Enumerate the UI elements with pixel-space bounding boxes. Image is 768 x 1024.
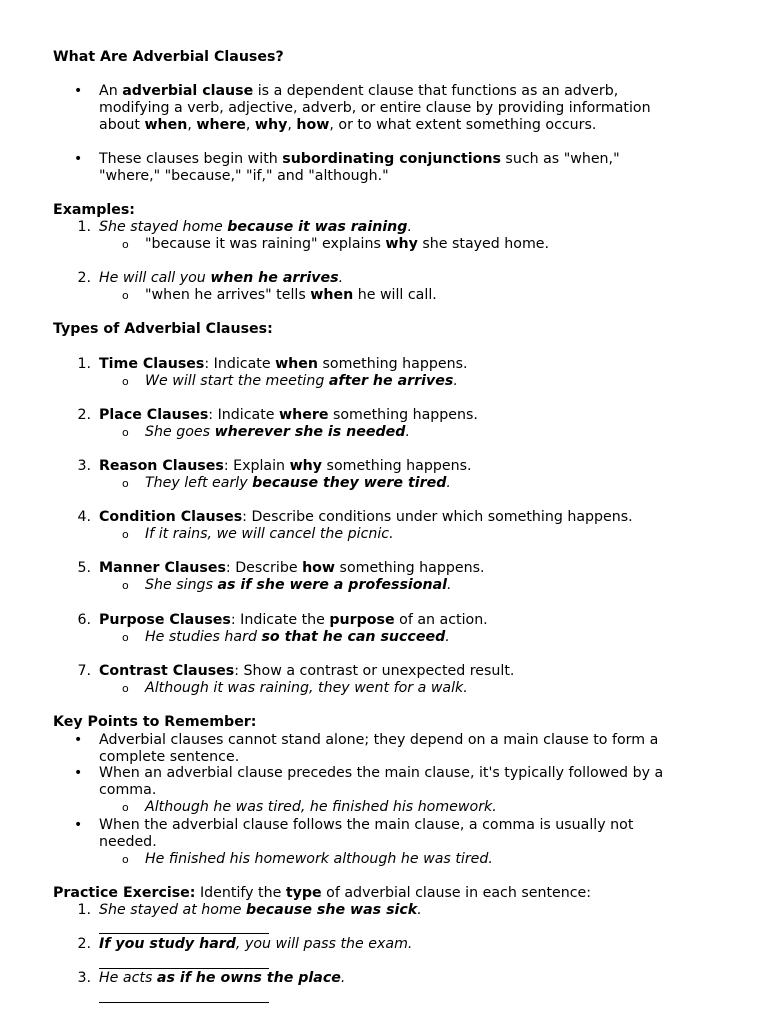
practice-item-2: If you study hard, you will pass the exam. xyxy=(99,936,413,952)
type-purpose: Purpose Clauses: Indicate the purpose of an action. xyxy=(99,612,488,628)
list-number: 2. xyxy=(77,407,91,423)
practice-instructions: Identify the type of adverbial clause in each sentence: xyxy=(195,885,592,901)
type-contrast: Contrast Clauses: Show a contrast or unexpected result. xyxy=(99,663,515,679)
example-2: He will call you when he arrives. xyxy=(99,270,344,286)
sub-bullet-icon: o xyxy=(122,801,129,814)
list-number: 3. xyxy=(77,458,91,474)
type-reason-example: They left early because they were tired. xyxy=(145,475,451,491)
type-contrast-example: Although it was raining, they went for a walk. xyxy=(145,680,468,696)
intro-2-line-1: These clauses begin with subordinating conjunctions such as "when," xyxy=(99,151,620,167)
type-purpose-example: He studies hard so that he can succeed. xyxy=(145,629,450,645)
type-manner: Manner Clauses: Describe how something happens. xyxy=(99,560,485,576)
list-number: 3. xyxy=(77,970,91,986)
list-number: 1. xyxy=(77,219,91,235)
answer-blank-1[interactable] xyxy=(99,933,269,934)
keypoint-2-line-1: When an adverbial clause precedes the main clause, it's typically followed by a xyxy=(99,765,664,781)
keypoint-3-example: He finished his homework although he was tired. xyxy=(145,851,493,867)
keypoint-2-line-2: comma. xyxy=(99,782,157,798)
practice-heading-label: Practice Exercise: xyxy=(53,885,196,901)
sub-bullet-icon: o xyxy=(122,238,129,251)
list-number: 5. xyxy=(77,560,91,576)
list-number: 2. xyxy=(77,936,91,952)
intro-1-line-1: An adverbial clause is a dependent clause that functions as an adverb, xyxy=(99,83,619,99)
examples-heading: Examples: xyxy=(53,202,135,218)
types-heading: Types of Adverbial Clauses: xyxy=(53,321,273,337)
bullet-icon: • xyxy=(74,732,83,748)
bullet-icon: • xyxy=(74,817,83,833)
keypoint-1-line-2: complete sentence. xyxy=(99,749,240,765)
type-condition-example: If it rains, we will cancel the picnic. xyxy=(145,526,394,542)
intro-2-line-2: "where," "because," "if," and "although." xyxy=(99,168,389,184)
bullet-icon: • xyxy=(74,765,83,781)
keypoint-1-line-1: Adverbial clauses cannot stand alone; they depend on a main clause to form a xyxy=(99,732,659,748)
keypoint-2-example: Although he was tired, he finished his homework. xyxy=(145,799,497,815)
example-1-explanation: "because it was raining" explains why she stayed home. xyxy=(145,236,550,252)
list-number: 2. xyxy=(77,270,91,286)
type-time: Time Clauses: Indicate when something happens. xyxy=(99,356,468,372)
list-number: 4. xyxy=(77,509,91,525)
sub-bullet-icon: o xyxy=(122,477,129,490)
type-reason: Reason Clauses: Explain why something happens. xyxy=(99,458,472,474)
keypoints-heading: Key Points to Remember: xyxy=(53,714,257,730)
sub-bullet-icon: o xyxy=(122,289,129,302)
intro-1-line-3: about when, where, why, how, or to what extent something occurs. xyxy=(99,117,597,133)
bullet-icon: • xyxy=(74,151,83,167)
type-condition: Condition Clauses: Describe conditions under which something happens. xyxy=(99,509,633,525)
example-1: She stayed home because it was raining. xyxy=(99,219,412,235)
type-place: Place Clauses: Indicate where something happens. xyxy=(99,407,478,423)
page-title: What Are Adverbial Clauses? xyxy=(53,49,284,65)
practice-item-1: She stayed at home because she was sick. xyxy=(99,902,422,918)
sub-bullet-icon: o xyxy=(122,853,129,866)
type-time-example: We will start the meeting after he arrives. xyxy=(145,373,458,389)
intro-1-line-2: modifying a verb, adjective, adverb, or entire clause by providing information xyxy=(99,100,651,116)
type-manner-example: She sings as if she were a professional. xyxy=(145,577,452,593)
sub-bullet-icon: o xyxy=(122,682,129,695)
practice-heading xyxy=(53,885,591,902)
list-number: 1. xyxy=(77,356,91,372)
bullet-icon: • xyxy=(74,83,83,99)
sub-bullet-icon: o xyxy=(122,528,129,541)
sub-bullet-icon: o xyxy=(122,631,129,644)
practice-item-3: He acts as if he owns the place. xyxy=(99,970,346,986)
list-number: 1. xyxy=(77,902,91,918)
list-number: 7. xyxy=(77,663,91,679)
answer-blank-2[interactable] xyxy=(99,968,269,969)
type-place-example: She goes wherever she is needed. xyxy=(145,424,410,440)
sub-bullet-icon: o xyxy=(122,375,129,388)
sub-bullet-icon: o xyxy=(122,426,129,439)
keypoint-3-line-1: When the adverbial clause follows the main clause, a comma is usually not xyxy=(99,817,634,833)
keypoint-3-line-2: needed. xyxy=(99,834,157,850)
example-2-explanation: "when he arrives" tells when he will call. xyxy=(145,287,437,303)
answer-blank-3[interactable] xyxy=(99,1002,269,1003)
list-number: 6. xyxy=(77,612,91,628)
sub-bullet-icon: o xyxy=(122,579,129,592)
